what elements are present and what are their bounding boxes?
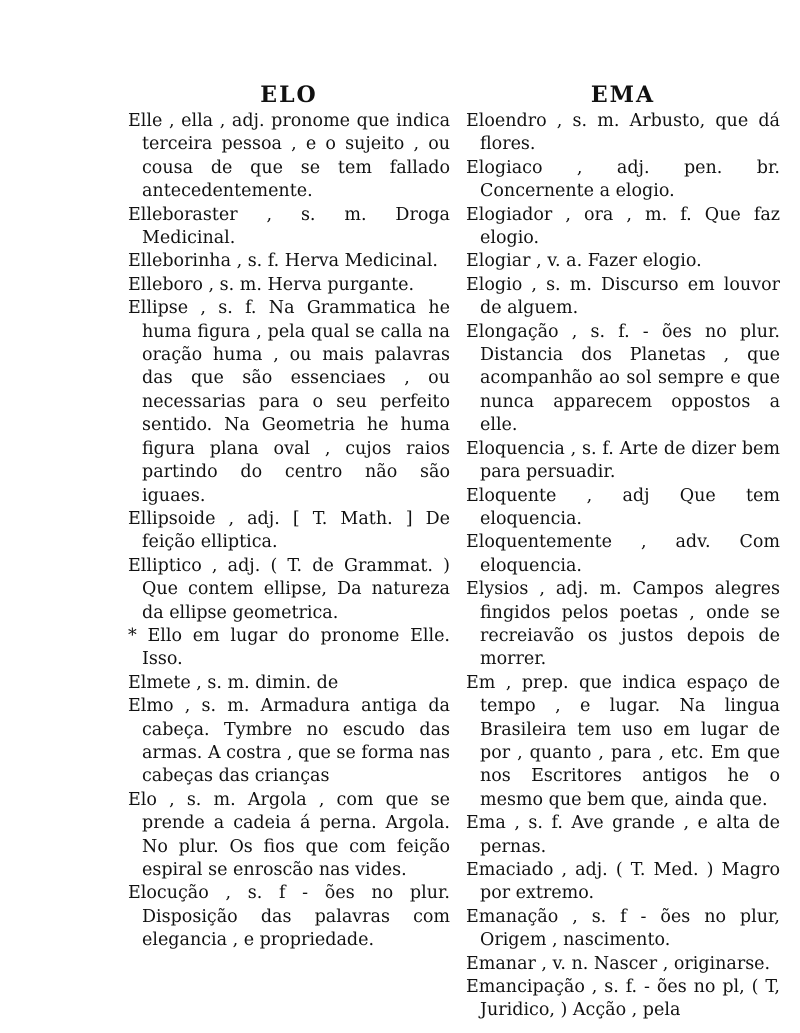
- dictionary-entry: Elliptico , adj. ( T. de Grammat. ) Que contem ellipse, Da natureza da ellipse geometrica.: [128, 555, 450, 623]
- dictionary-entry: Eloendro , s. m. Arbusto, que dá flores.: [466, 111, 780, 155]
- dictionary-entry: Elo , s. m. Argola , com que se prende a cadeia á perna. Argola. No plur. Os fios que com feição espiral se enroscão nas vides.: [128, 789, 450, 880]
- dictionary-entry: * Ello em lugar do pronome Elle. Isso.: [128, 625, 450, 670]
- dictionary-entry: Elleboraster , s. m. Droga Medicinal.: [128, 204, 450, 249]
- dictionary-entry: Emanação , s. f - ões no plur, Origem , nascimento.: [466, 906, 780, 951]
- dictionary-entry: Ellipse , s. f. Na Grammatica he huma figura , pela qual se calla na oração huma , ou mais palavras das que são essenciaes , ou necessarias para o seu perfeito sentido. Na Geometria he huma figura plana oval , cujos raios partindo do centro não são iguaes.: [128, 298, 450, 506]
- right-column: [466, 82, 780, 1023]
- dictionary-entry: Emancipação , s. f. - ões no pl, ( T, Juridico, ) Acção , pela: [466, 977, 780, 1021]
- dictionary-entry: Ellipsoide , adj. [ T. Math. ] De feição elliptica.: [128, 508, 450, 553]
- dictionary-entry: Elogiador , ora , m. f. Que faz elogio.: [466, 204, 780, 249]
- dictionary-entry: Elysios , adj. m. Campos alegres fingidos pelos poetas , onde se recreiavão os justos depois de morrer.: [466, 579, 780, 670]
- dictionary-entry: Em , prep. que indica espaço de tempo , e lugar. Na lingua Brasileira tem uso em lugar de por , quanto , para , etc. Em que nos Escritores antigos he o mesmo que bem que, ainda que.: [466, 672, 780, 810]
- dictionary-entry: Elmete , s. m. dimin. de: [128, 672, 339, 693]
- dictionary-entry: Emaciado , adj. ( T. Med. ) Magro por extremo.: [466, 860, 780, 904]
- dictionary-entry: Elogiar , v. a. Fazer elogio.: [466, 251, 702, 272]
- dictionary-entry: Eloquentemente , adv. Com eloquencia.: [466, 532, 780, 576]
- dictionary-entry: Elleboro , s. m. Herva purgante.: [128, 274, 415, 295]
- dictionary-entry: Elocução , s. f - ões no plur. Disposição das palavras com elegancia , e propriedade.: [128, 883, 450, 951]
- dictionary-entry: Emanar , v. n. Nascer , originarse.: [466, 953, 771, 974]
- dictionary-entry: Elogiaco , adj. pen. br. Concernente a elogio.: [466, 157, 780, 202]
- dictionary-entry: Eloquencia , s. f. Arte de dizer bem para persuadir.: [466, 438, 780, 483]
- dictionary-entry: Elmo , s. m. Armadura antiga da cabeça. Tymbre no escudo das armas. A costra , que se forma nas cabeças das crianças: [128, 696, 450, 787]
- dictionary-entry: Elleborinha , s. f. Herva Medicinal.: [128, 251, 438, 272]
- dictionary-entry: Elogio , s. m. Discurso em louvor de alguem.: [466, 274, 780, 319]
- left-column-header: ELO: [260, 82, 318, 108]
- left-column: [128, 82, 450, 953]
- dictionary-entry: Ema , s. f. Ave grande , e alta de pernas.: [466, 813, 780, 857]
- dictionary-entry: Eloquente , adj Que tem eloquencia.: [466, 485, 780, 529]
- right-column-header: EMA: [590, 82, 656, 108]
- dictionary-entry: Elle , ella , adj. pronome que indica terceira pessoa , e o sujeito , ou cousa de que se tem fallado antecedentemente.: [128, 111, 450, 202]
- dictionary-entry: Elongação , s. f. - ões no plur. Distancia dos Planetas , que acompanhão ao sol sempre e que nunca apparecem oppostos a elle.: [466, 321, 780, 436]
